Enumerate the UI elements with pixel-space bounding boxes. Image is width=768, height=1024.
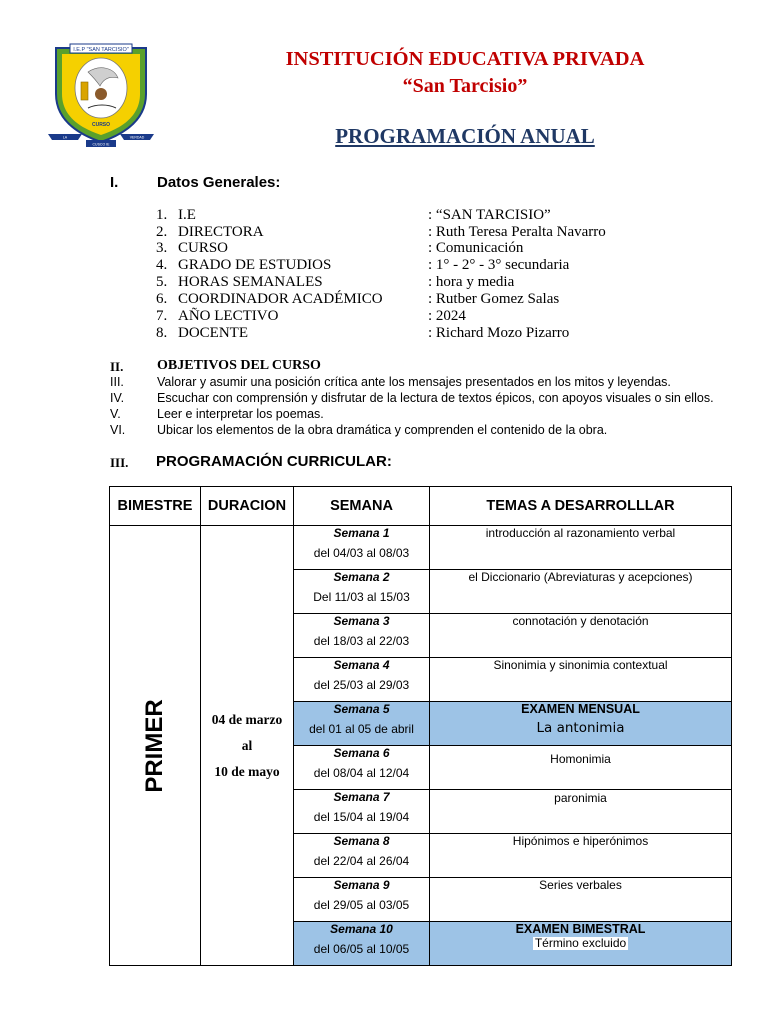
week-name: Semana 9 [333, 878, 390, 892]
objective-number: V. [110, 407, 121, 421]
item-value: : Ruth Teresa Peralta Navarro [428, 224, 606, 240]
curriculum-table [109, 486, 732, 966]
col-header-bimestre: BIMESTRE [110, 487, 201, 526]
week-name: Semana 1 [333, 526, 390, 540]
week-cell [294, 702, 430, 746]
week-name: Semana 8 [333, 834, 390, 848]
item-label: AÑO LECTIVO [178, 308, 279, 324]
week-name: Semana 5 [333, 702, 390, 716]
topic-text: Series verbales [539, 878, 622, 892]
week-name: Semana 4 [333, 658, 390, 672]
item-number: 6. [156, 291, 168, 307]
topic-text: Sinonimia y sinonimia contextual [493, 658, 668, 672]
chalice-icon [81, 82, 88, 100]
item-label: DIRECTORA [178, 224, 264, 240]
section-title: Datos Generales: [157, 174, 281, 191]
week-dates: del 08/04 al 12/04 [313, 766, 410, 780]
topic-text: paronimia [554, 791, 607, 805]
topic-cell [430, 834, 732, 878]
item-value: : Comunicación [428, 240, 524, 256]
duracion-cell [201, 526, 294, 966]
topic-cell [430, 790, 732, 834]
institution-name: “San Tarcisio” [402, 75, 528, 97]
week-cell [294, 746, 430, 790]
topic-text: el Diccionario (Abreviaturas y acepciones) [468, 570, 693, 584]
svg-text:I.E.P "SAN TARCISIO": I.E.P "SAN TARCISIO" [73, 47, 129, 53]
section-number: III. [110, 455, 129, 470]
school-crest-logo [48, 42, 154, 148]
item-number: 4. [156, 257, 168, 273]
topic-cell [430, 702, 732, 746]
week-dates: del 25/03 al 29/03 [313, 678, 410, 692]
week-name: Semana 2 [333, 570, 390, 584]
week-cell [294, 570, 430, 614]
col-header-duracion: DURACION [201, 487, 294, 526]
topic-cell [430, 526, 732, 570]
week-dates: Del 11/03 al 15/03 [313, 590, 410, 604]
item-number: 3. [156, 240, 168, 256]
institution-title: INSTITUCIÓN EDUCATIVA PRIVADA [285, 48, 645, 70]
section-title: OBJETIVOS DEL CURSO [157, 358, 321, 373]
topic-text: connotación y denotación [512, 614, 649, 628]
item-label: GRADO DE ESTUDIOS [178, 257, 332, 273]
duracion-connector: al [241, 737, 253, 753]
week-dates: del 01 al 05 de abril [309, 722, 414, 736]
topic-text: La antonimia [536, 720, 625, 736]
table-row [110, 526, 732, 570]
item-number: 8. [156, 325, 168, 341]
bimestre-label: PRIMER [141, 698, 168, 793]
item-label: CURSO [178, 240, 229, 256]
svg-text:VERDAD: VERDAD [129, 135, 145, 140]
objective-text: Leer e interpretar los poemas. [157, 407, 324, 421]
objective-number: IV. [110, 391, 125, 405]
week-dates: del 29/05 al 03/05 [313, 898, 410, 912]
week-cell [294, 878, 430, 922]
svg-text:LA: LA [62, 135, 68, 140]
week-cell [294, 834, 430, 878]
svg-text:CUSCO IE: CUSCO IE [92, 142, 110, 147]
svg-text:CURSO: CURSO [91, 122, 111, 128]
objective-number: VI. [110, 423, 126, 437]
duracion-start: 04 de marzo [211, 711, 283, 727]
exam-label: EXAMEN BIMESTRAL [515, 922, 646, 936]
objective-text: Escuchar con comprensión y disfrutar de la lectura de textos épicos, con apoyos visuales o sin ellos. [157, 391, 714, 405]
item-label: HORAS SEMANALES [178, 274, 323, 290]
item-label: DOCENTE [178, 325, 248, 341]
item-label: COORDINADOR ACADÉMICO [178, 291, 383, 307]
item-value: : Rutber Gomez Salas [428, 291, 560, 307]
week-name: Semana 7 [333, 790, 390, 804]
document-title: PROGRAMACIÓN ANUAL [335, 124, 595, 148]
item-value: : 2024 [428, 308, 466, 324]
week-cell [294, 614, 430, 658]
topic-cell [430, 614, 732, 658]
topic-cell [430, 658, 732, 702]
item-value: : “SAN TARCISIO” [428, 207, 551, 223]
topic-text: Hipónimos e hiperónimos [512, 834, 649, 848]
objective-number: III. [110, 375, 124, 389]
duracion-end: 10 de mayo [214, 763, 280, 779]
item-number: 1. [156, 207, 168, 223]
col-header-temas: TEMAS A DESARROLLLAR [430, 487, 732, 526]
section-title: PROGRAMACIÓN CURRICULAR: [156, 453, 392, 470]
item-number: 2. [156, 224, 168, 240]
section-number: I. [110, 174, 119, 191]
topic-cell [430, 746, 732, 790]
week-dates: del 04/03 al 08/03 [313, 546, 410, 560]
week-cell [294, 790, 430, 834]
topic-text: Homonimia [550, 752, 611, 766]
item-number: 7. [156, 308, 168, 324]
week-dates: del 06/05 al 10/05 [313, 942, 410, 956]
table-header-row [110, 487, 732, 526]
topic-text: Término excluido [534, 936, 627, 950]
topic-text: introducción al razonamiento verbal [485, 526, 676, 540]
objective-text: Ubicar los elementos de la obra dramática y comprenden el contenido de la obra. [157, 423, 608, 437]
week-dates: del 18/03 al 22/03 [313, 634, 410, 648]
week-dates: del 22/04 al 26/04 [313, 854, 410, 868]
item-value: : Richard Mozo Pizarro [428, 325, 570, 341]
week-cell [294, 922, 430, 966]
week-name: Semana 6 [333, 746, 390, 760]
week-cell [294, 658, 430, 702]
bimestre-cell [110, 526, 201, 966]
exam-label: EXAMEN MENSUAL [521, 702, 640, 716]
col-header-semana: SEMANA [294, 487, 430, 526]
section-number: II. [110, 359, 124, 374]
topic-cell [430, 878, 732, 922]
week-name: Semana 3 [333, 614, 390, 628]
item-number: 5. [156, 274, 168, 290]
topic-cell [430, 570, 732, 614]
item-value: : 1° - 2° - 3° secundaria [428, 257, 570, 273]
week-dates: del 15/04 al 19/04 [313, 810, 410, 824]
objective-text: Valorar y asumir una posición crítica ante los mensajes presentados en los mitos y leyendas. [157, 375, 671, 389]
topic-cell [430, 922, 732, 966]
item-label: I.E [178, 207, 196, 223]
item-value: : hora y media [428, 274, 515, 290]
host-icon [95, 88, 107, 100]
week-name: Semana 10 [330, 922, 393, 936]
week-cell [294, 526, 430, 570]
